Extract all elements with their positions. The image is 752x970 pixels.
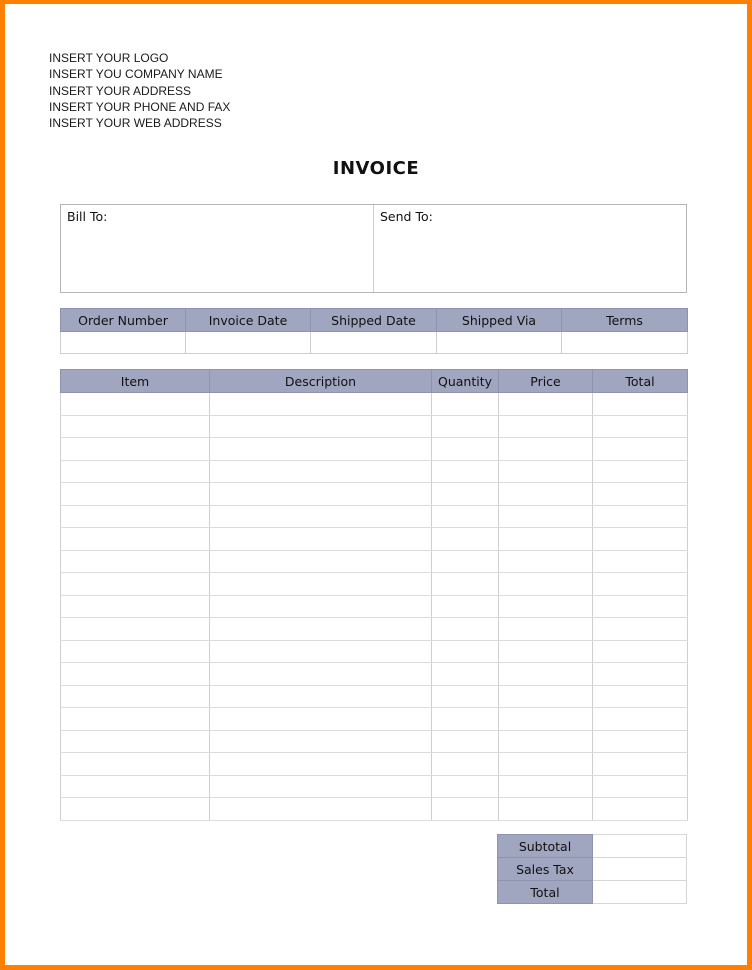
order-value-row xyxy=(61,332,688,354)
company-phone-placeholder: INSERT YOUR PHONE AND FAX xyxy=(49,99,231,114)
table-row xyxy=(61,640,688,663)
company-info xyxy=(49,50,230,131)
table-row xyxy=(61,550,688,573)
total-cell[interactable] xyxy=(593,775,688,798)
description-cell[interactable] xyxy=(210,483,432,506)
price-cell[interactable] xyxy=(499,528,593,551)
invoice-date-cell[interactable] xyxy=(186,332,311,354)
total-header: Total xyxy=(593,370,688,393)
total-cell[interactable] xyxy=(593,753,688,776)
description-cell[interactable] xyxy=(210,393,432,416)
item-cell[interactable] xyxy=(61,393,210,416)
description-cell[interactable] xyxy=(210,663,432,686)
price-cell[interactable] xyxy=(499,460,593,483)
table-row xyxy=(61,528,688,551)
shipped-date-header: Shipped Date xyxy=(311,309,437,332)
description-cell[interactable] xyxy=(210,595,432,618)
sales-tax-row xyxy=(498,858,687,881)
description-cell[interactable] xyxy=(210,708,432,731)
price-cell[interactable] xyxy=(499,640,593,663)
total-cell[interactable] xyxy=(593,393,688,416)
description-cell[interactable] xyxy=(210,573,432,596)
total-cell[interactable] xyxy=(593,708,688,731)
company-logo-placeholder: INSERT YOUR LOGO xyxy=(49,51,169,65)
order-number-header: Order Number xyxy=(61,309,186,332)
quantity-cell[interactable] xyxy=(432,753,499,776)
company-address-placeholder: INSERT YOUR ADDRESS xyxy=(49,83,192,98)
description-cell[interactable] xyxy=(210,798,432,821)
grand-total-value[interactable] xyxy=(593,881,687,904)
price-cell[interactable] xyxy=(499,415,593,438)
item-cell[interactable] xyxy=(61,460,210,483)
item-cell[interactable] xyxy=(61,573,210,596)
quantity-cell[interactable] xyxy=(432,730,499,753)
quantity-cell[interactable] xyxy=(432,708,499,731)
table-row xyxy=(61,685,688,708)
price-cell[interactable] xyxy=(499,438,593,461)
table-row xyxy=(61,730,688,753)
table-row xyxy=(61,798,688,821)
total-cell[interactable] xyxy=(593,663,688,686)
quantity-cell[interactable] xyxy=(432,640,499,663)
order-number-cell[interactable] xyxy=(61,332,186,354)
quantity-cell[interactable] xyxy=(432,550,499,573)
item-cell[interactable] xyxy=(61,730,210,753)
table-row xyxy=(61,505,688,528)
sales-tax-value[interactable] xyxy=(593,858,687,881)
company-name-placeholder: INSERT YOU COMPANY NAME xyxy=(49,67,223,82)
description-cell[interactable] xyxy=(210,775,432,798)
quantity-cell[interactable] xyxy=(432,393,499,416)
item-cell[interactable] xyxy=(61,663,210,686)
quantity-cell[interactable] xyxy=(432,460,499,483)
table-row xyxy=(61,573,688,596)
table-row xyxy=(61,753,688,776)
company-web-placeholder: INSERT YOUR WEB ADDRESS xyxy=(49,116,222,131)
shipped-date-cell[interactable] xyxy=(311,332,437,354)
total-cell[interactable] xyxy=(593,798,688,821)
items-table xyxy=(60,369,688,821)
price-cell[interactable] xyxy=(499,708,593,731)
quantity-cell[interactable] xyxy=(432,618,499,641)
item-cell[interactable] xyxy=(61,618,210,641)
quantity-cell[interactable] xyxy=(432,483,499,506)
quantity-cell[interactable] xyxy=(432,595,499,618)
price-cell[interactable] xyxy=(499,663,593,686)
quantity-cell[interactable] xyxy=(432,438,499,461)
description-header: Description xyxy=(210,370,432,393)
description-cell[interactable] xyxy=(210,685,432,708)
terms-cell[interactable] xyxy=(562,332,688,354)
price-cell[interactable] xyxy=(499,393,593,416)
description-cell[interactable] xyxy=(210,730,432,753)
quantity-cell[interactable] xyxy=(432,663,499,686)
price-cell[interactable] xyxy=(499,505,593,528)
price-cell[interactable] xyxy=(499,573,593,596)
price-cell[interactable] xyxy=(499,483,593,506)
description-cell[interactable] xyxy=(210,550,432,573)
bill-to-label: Bill To: xyxy=(67,209,108,224)
table-row xyxy=(61,483,688,506)
address-box xyxy=(60,204,687,293)
price-cell[interactable] xyxy=(499,753,593,776)
price-cell[interactable] xyxy=(499,550,593,573)
item-cell[interactable] xyxy=(61,595,210,618)
total-cell[interactable] xyxy=(593,573,688,596)
price-cell[interactable] xyxy=(499,618,593,641)
grand-total-label: Total xyxy=(498,881,593,904)
quantity-header: Quantity xyxy=(432,370,499,393)
item-cell[interactable] xyxy=(61,483,210,506)
grand-total-row xyxy=(498,881,687,904)
price-cell[interactable] xyxy=(499,685,593,708)
shipped-via-header: Shipped Via xyxy=(437,309,562,332)
terms-header: Terms xyxy=(562,309,688,332)
subtotal-label: Subtotal xyxy=(498,835,593,858)
shipped-via-cell[interactable] xyxy=(437,332,562,354)
subtotal-value[interactable] xyxy=(593,835,687,858)
item-cell[interactable] xyxy=(61,550,210,573)
description-cell[interactable] xyxy=(210,438,432,461)
total-cell[interactable] xyxy=(593,730,688,753)
subtotal-row xyxy=(498,835,687,858)
table-row xyxy=(61,663,688,686)
total-cell[interactable] xyxy=(593,618,688,641)
description-cell[interactable] xyxy=(210,505,432,528)
send-to-field[interactable] xyxy=(373,205,686,292)
quantity-cell[interactable] xyxy=(432,798,499,821)
quantity-cell[interactable] xyxy=(432,415,499,438)
sales-tax-label: Sales Tax xyxy=(498,858,593,881)
quantity-cell[interactable] xyxy=(432,775,499,798)
price-cell[interactable] xyxy=(499,798,593,821)
table-row xyxy=(61,460,688,483)
total-cell[interactable] xyxy=(593,483,688,506)
price-cell[interactable] xyxy=(499,730,593,753)
price-cell[interactable] xyxy=(499,775,593,798)
description-cell[interactable] xyxy=(210,415,432,438)
total-cell[interactable] xyxy=(593,528,688,551)
price-cell[interactable] xyxy=(499,595,593,618)
item-cell[interactable] xyxy=(61,753,210,776)
total-cell[interactable] xyxy=(593,685,688,708)
price-header: Price xyxy=(499,370,593,393)
invoice-title: INVOICE xyxy=(332,158,420,179)
total-cell[interactable] xyxy=(593,460,688,483)
total-cell[interactable] xyxy=(593,640,688,663)
description-cell[interactable] xyxy=(210,528,432,551)
total-cell[interactable] xyxy=(593,550,688,573)
description-cell[interactable] xyxy=(210,460,432,483)
table-row xyxy=(61,393,688,416)
item-cell[interactable] xyxy=(61,438,210,461)
table-row xyxy=(61,708,688,731)
order-info-table xyxy=(60,308,688,354)
item-cell[interactable] xyxy=(61,708,210,731)
totals-table xyxy=(497,834,687,904)
total-cell[interactable] xyxy=(593,438,688,461)
order-header-row xyxy=(61,309,688,332)
item-cell[interactable] xyxy=(61,528,210,551)
invoice-date-header: Invoice Date xyxy=(186,309,311,332)
table-row xyxy=(61,618,688,641)
quantity-cell[interactable] xyxy=(432,573,499,596)
item-cell[interactable] xyxy=(61,798,210,821)
table-row xyxy=(61,775,688,798)
total-cell[interactable] xyxy=(593,415,688,438)
description-cell[interactable] xyxy=(210,618,432,641)
quantity-cell[interactable] xyxy=(432,528,499,551)
item-header: Item xyxy=(61,370,210,393)
description-cell[interactable] xyxy=(210,640,432,663)
table-row xyxy=(61,415,688,438)
item-cell[interactable] xyxy=(61,415,210,438)
table-row xyxy=(61,595,688,618)
total-cell[interactable] xyxy=(593,595,688,618)
item-cell[interactable] xyxy=(61,505,210,528)
item-cell[interactable] xyxy=(61,640,210,663)
table-row xyxy=(61,438,688,461)
quantity-cell[interactable] xyxy=(432,685,499,708)
bill-to-field[interactable] xyxy=(61,205,373,292)
item-cell[interactable] xyxy=(61,775,210,798)
total-cell[interactable] xyxy=(593,505,688,528)
description-cell[interactable] xyxy=(210,753,432,776)
send-to-label: Send To: xyxy=(380,209,433,224)
items-header-row xyxy=(61,370,688,393)
item-cell[interactable] xyxy=(61,685,210,708)
quantity-cell[interactable] xyxy=(432,505,499,528)
